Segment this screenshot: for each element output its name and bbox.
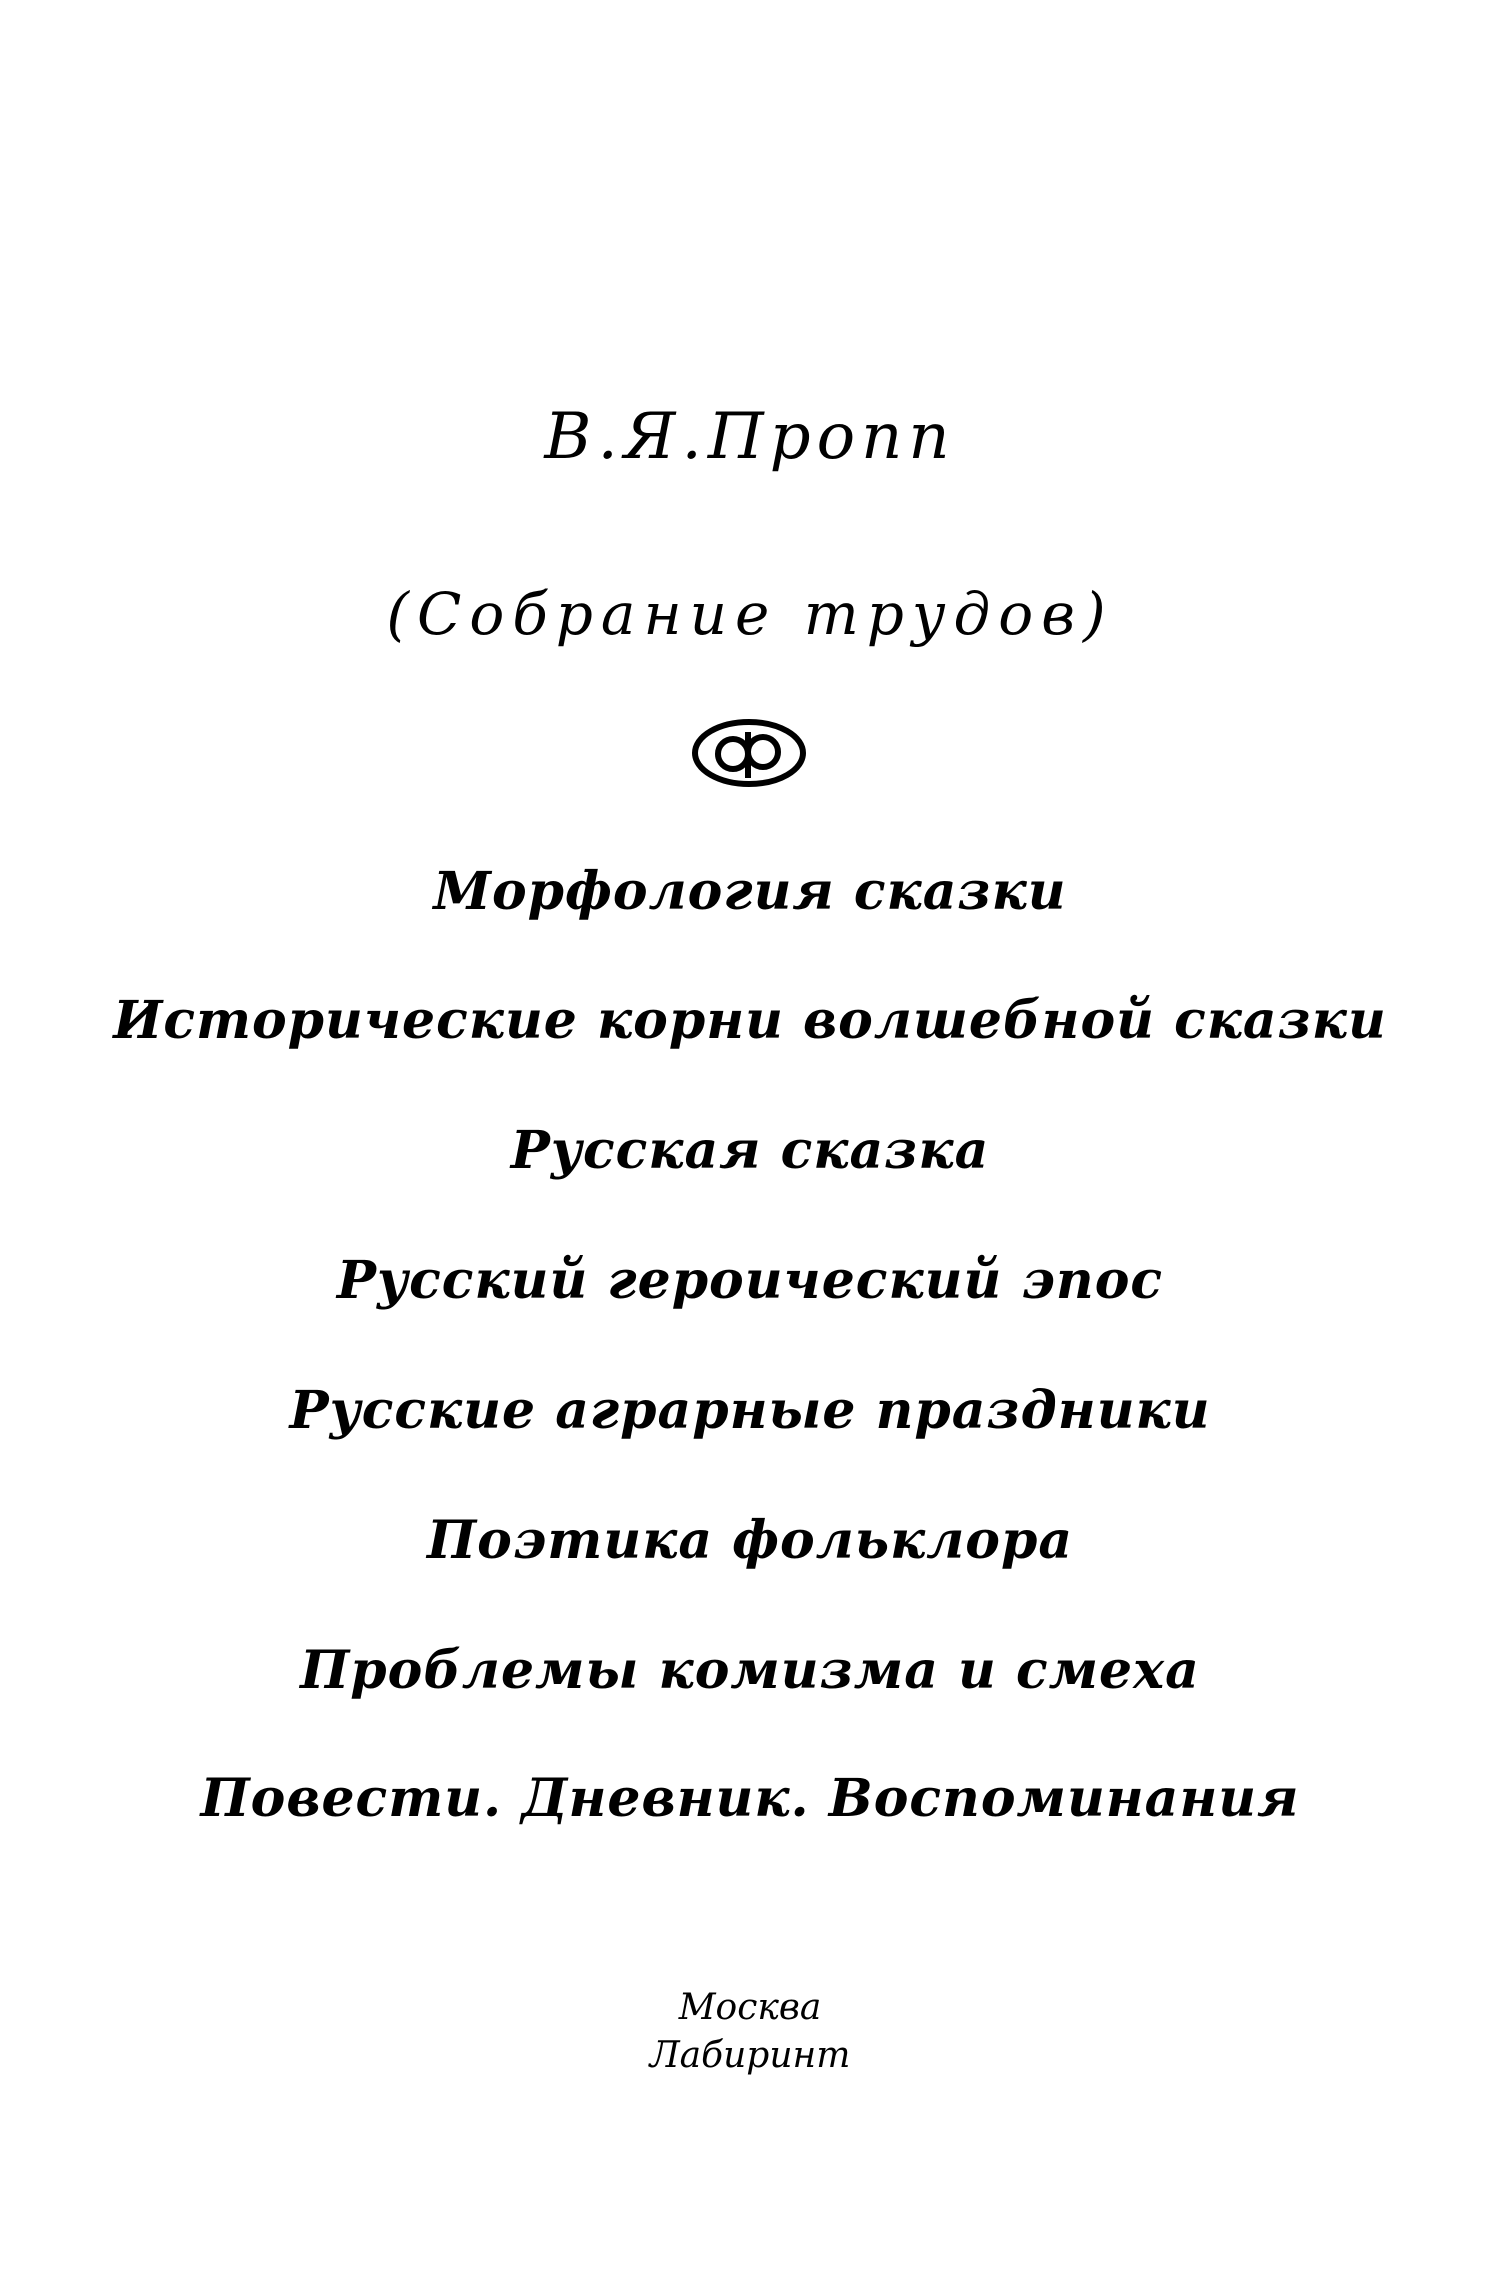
list-item: Повести. Дневник. Воспоминания	[200, 1768, 1300, 1829]
list-item: Русские аграрные праздники	[289, 1380, 1211, 1441]
imprint-city: Москва	[678, 1987, 822, 2028]
list-item: Русская сказка	[510, 1120, 990, 1181]
list-item: Проблемы комизма и смеха	[300, 1640, 1200, 1701]
series-title: (Собрание трудов)	[386, 580, 1114, 648]
list-item: Русский героический эпос	[336, 1250, 1164, 1311]
publisher-monogram-icon	[690, 718, 808, 788]
author-name: В.Я.Пропп	[544, 400, 956, 474]
imprint-publisher: Лабиринт	[649, 2035, 851, 2076]
list-item: Исторические корни волшебной сказки	[113, 990, 1387, 1051]
list-item: Морфология сказки	[433, 861, 1067, 922]
list-item: Поэтика фольклора	[426, 1510, 1074, 1571]
